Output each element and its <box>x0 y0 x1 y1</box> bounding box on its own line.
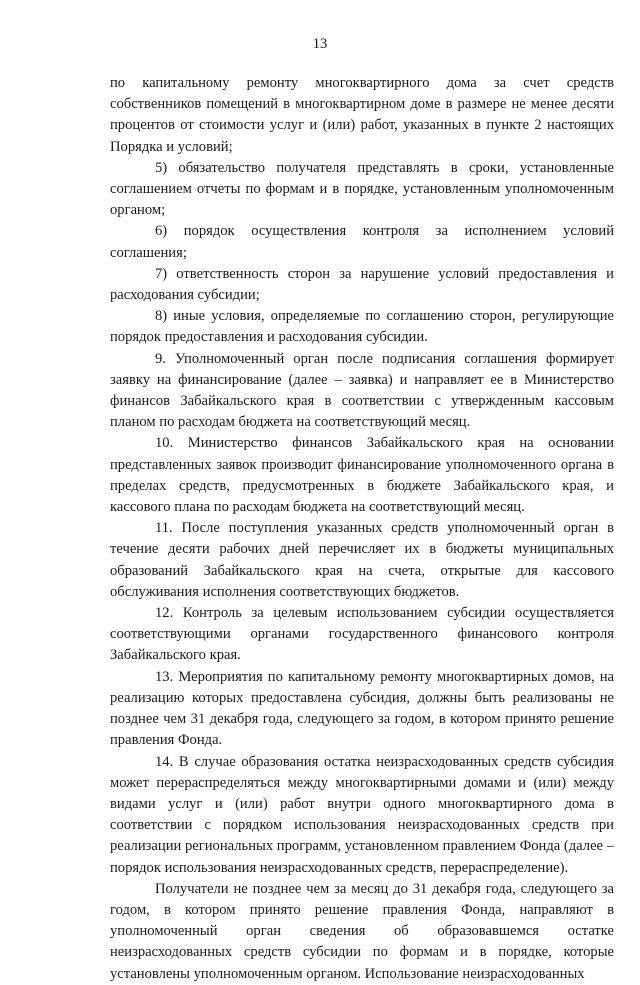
document-body <box>110 73 614 985</box>
paragraph-recipients: Получатели не позднее чем за месяц до 31 декабря года, следующего за годом, в котором принято решение правления Фонда, направляют в уполномоченный орган сведения об образовавшемся остатке неизрасходованных средств субсидии по формам и в порядке, которые установлены уполномоченным органом. Использование неизрасходованных <box>110 880 614 982</box>
paragraph-item-7: 7) ответственность сторон за нарушение условий предоставления и расходования субсидии; <box>110 265 614 304</box>
paragraph-item-6: 6) порядок осуществления контроля за исполнением условий соглашения; <box>110 223 614 261</box>
page-number: 13 <box>312 36 328 52</box>
paragraph-clause-10: 10. Министерство финансов Забайкальского края на основании представленных заявок производит финансирование уполномоченного органа в пределах средств, предусмотренных в бюджете Забайкальского края, и кассового плана по расходам бюджета на соответствующий месяц. <box>110 435 614 516</box>
paragraph-clause-9: 9. Уполномоченный орган после подписания соглашения формирует заявку на финансирование (далее – заявка) и направляет ее в Министерство финансов Забайкальского края в соответствии с утвержденным кассовым планом по расходам бюджета на соответствующий месяц. <box>110 350 614 431</box>
paragraph-continuation: по капитальному ремонту многоквартирного дома за счет средств собственников помещений в многоквартирном доме в размере не менее десяти процентов от стоимости услуг и (или) работ, указанных в пункте 2 настоящих Порядка и условий; <box>110 75 614 155</box>
paragraph-clause-11: 11. После поступления указанных средств уполномоченный орган в течение десяти рабочих дней перечисляет их в бюджеты муниципальных образований Забайкальского края на счета, открытые для кассового обслуживания исполнения соответствующих бюджетов. <box>110 520 614 600</box>
paragraph-clause-14: 14. В случае образования остатка неизрасходованных средств субсидия может перераспределяться между многоквартирными домами и (или) между видами услуг и (или) работ внутри одного многоквартирного дома в соответствии с порядком использования неизрасходованных средств при реализации региональных программ, установленном правлением Фонда (далее – порядок использования неизрасходованных средств, перераспределение). <box>110 753 614 876</box>
paragraph-item-8: 8) иные условия, определяемые по соглашению сторон, регулирующие порядок предоставления и расходования субсидии. <box>110 308 614 346</box>
paragraph-clause-12: 12. Контроль за целевым использованием субсидии осуществляется соответствующими органами государственного финансового контроля Забайкальского края. <box>110 605 614 664</box>
paragraph-item-5: 5) обязательство получателя представлять в сроки, установленные соглашением отчеты по формам и в порядке, установленным уполномоченным органом; <box>110 159 614 219</box>
paragraph-clause-13: 13. Мероприятия по капитальному ремонту многоквартирных домов, на реализацию которых предоставлена субсидия, должны быть реализованы не позднее чем 31 декабря года, следующего за годом, в котором принято решение правления Фонда. <box>110 668 614 749</box>
